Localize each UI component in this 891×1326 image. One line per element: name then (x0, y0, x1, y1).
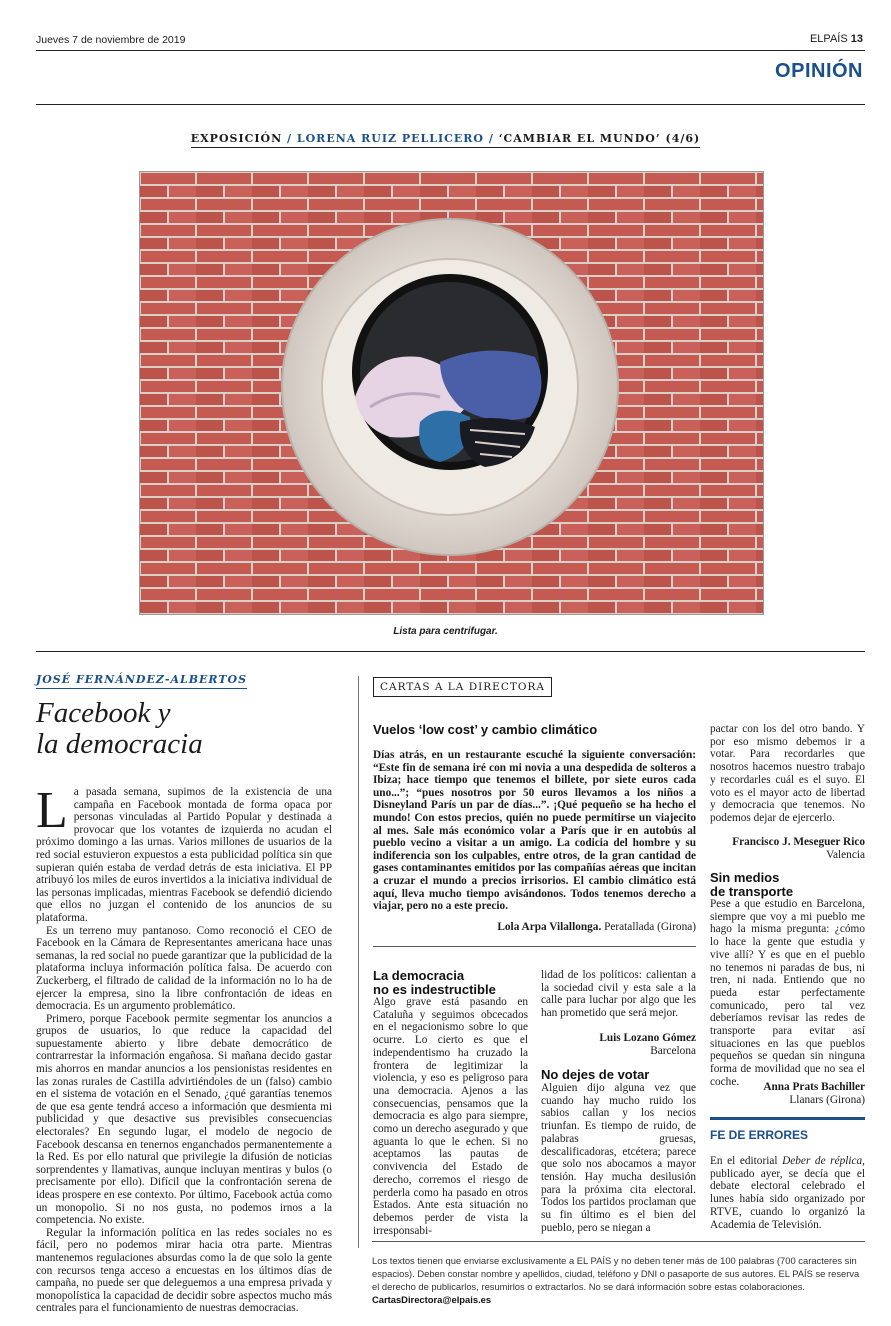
article-body (36, 782, 332, 1315)
letter-body-continued: lidad de los políticos: calientan a la sociedad civil y esta sale a la calle para luchar por algo que les han prometido que será mejor. (541, 969, 696, 1020)
letter-signature: Francisco J. Meseguer Rico Valencia (732, 836, 865, 861)
letters-email[interactable]: CartasDirectora@elpais.es (372, 1294, 492, 1305)
letter-title: Sin medios de transporte (710, 870, 794, 899)
article-paragraph: La pasada semana, supimos de la existencia de una campaña en Facebook montada de forma opaca por personas vinculadas al Partido Popular y destinada a provocar que los votantes de izquierda no acudan el próximo domingo a las urnas. Varios millones de usuarios de la red social estuvieron expuestos a esta publicidad política sin que supieran quién estaba de verdad detrás de esta iniciativa. El PP atribuyó los miles de euros invertidos a la iniciativa individual de las personas implicadas, mientras Facebook se defendió diciendo que ellos no juzgan el contenido de los anuncios de su plataforma. (36, 782, 332, 924)
errata-rule (710, 1117, 865, 1120)
article-paragraph: Regular la información política en las redes sociales no es fácil, pero no podemos mirar hacia otra parte. Mientras mantenemos regulaciones absurdas como la de que solo la gente con recursos tenga acceso a encuestas en los últimos días de campaña, no puede ser que deleguemos a una empresa privada y monopolística la capacidad de decidir sobre aspectos mucho más centrales para el funcionamiento de nuestras democracias. (36, 1226, 332, 1315)
exposition-artist: LORENA RUIZ PELLICERO (296, 132, 484, 145)
letter-divider (373, 946, 696, 947)
letter-body: Pese a que estudio en Barcelona, siempre que voy a mi pueblo me hago la misma pregunta: ¿cómo lo hace la gente que estudia y vive allí? Y es que en el pueblo no tenemos ni paradas de bus, ni tren, ni nada. Entiendo que no pueda estar perfectamente comunicado, pero tal vez deberíamos revisar las redes de transporte para evitar así situaciones en las que pueblos pequeños se quedan sin ninguna forma de movilidad que no sea el coche. (710, 898, 865, 1088)
page-number: 13 (850, 33, 863, 45)
errata-title: FE DE ERRORES (710, 1128, 809, 1142)
page-masthead (810, 33, 863, 45)
exposition-series: ‘CAMBIAR EL MUNDO’ (4/6) (498, 132, 701, 145)
letter-signature: Lola Arpa Vilallonga. Peratallada (Girona) (497, 921, 696, 933)
exhibition-photo (139, 171, 764, 615)
article-headline: Facebook y la democracia (36, 697, 203, 760)
errata-body: En el editorial Deber de réplica, publicado ayer, se decía que el debate electoral celebrado el lunes había sido organizado por RTVE, cuando lo organizó la Academia de Televisión. (710, 1155, 865, 1231)
header-rule (36, 50, 865, 51)
letter-body: Algo grave está pasando en Cataluña y seguimos obcecados en el negacionismo sobre lo que ocurre. Lo cierto es que el independentismo ha cruzado la frontera de legitimizar la violencia, y eso es peligroso para una democracia. Ajenos a las consecuencias, pensamos que la democracia es algo para siempre, como un derecho asegurado y que aguanta lo que le echen. Si no aceptamos las pautas de convivencia del Estado de derecho, corremos el riesgo de perderla como ha pasado en otros Estados. Ante esta situación no debemos perder de vista la irresponsabi- (373, 996, 528, 1237)
letters-footer-note: Los textos tienen que enviarse exclusivamente a EL PAÍS y no deben tener más de 100 palabras (700 caracteres sin espacios). Deben constar nombre y apellidos, ciudad, teléfono y DNI o pasaporte de sus autores. EL PAÍS se reserva el derecho de publicarlos, resumirlos o extractarlos. No se dará información sobre estas colaboraciones. CartasDirectora@elpais.es (372, 1255, 860, 1305)
photo-caption: Lista para centrifugar. (393, 626, 498, 637)
letters-section-label: CARTAS A LA DIRECTORA (373, 677, 552, 697)
letter-body-continued: pactar con los del otro bando. Y por eso mismo debemos ir a votar. Para recordarles que nosotros hacemos nuestro trabajo y recordarles cuál es el suyo. El voto es el mayor acto de libertad y democracia que tenemos. No podemos dejar de ejercerlo. (710, 723, 865, 824)
article-rule (36, 651, 865, 652)
exposition-label: EXPOSICIÓN (190, 132, 283, 145)
letter-body: Días atrás, en un restaurante escuché la siguiente conversación: “Este fin de semana iré con mi novia a una despedida de solteros a Ibiza; hace tiempo que tenemos el billete, por siete euros cada uno...”; “pues nosotros por 50 euros llevamos a los niños a Disneyland París un par de días...”. ¡Qué pequeño se ha hecho el mundo! Con estos precios, quién no puede permitirse un viajecito al mes. Sale más económico volar a París que ir en autobús al pueblo vecino a visitar a un amigo. La codicia del hombre y su indiferencia son los culpables, entre otros, de la gran cantidad de gases contaminantes emitidos por las compañías aéreas que incitan a cruzar el mundo a precios irrisorios. El cambio climático está aquí, lleva mucho tiempo avisándonos. Todos tenemos derecho a viajar, pero no a este precio. (373, 749, 696, 913)
article-paragraph: Es un terreno muy pantanoso. Como reconoció el CEO de Facebook en la Cámara de Representantes americana hace unas semanas, la red social no puede garantizar que la publicidad de la plataforma incluya información política falsa. De acuerdo con Zuckerberg, el filtrado de calidad de la información no lo ha de ejercer la empresa, sino la libre confrontación de ideas en democracia. Es un argumento problemático. (36, 924, 332, 1013)
article-author: JOSÉ FERNÁNDEZ-ALBERTOS (36, 673, 247, 689)
letter-title: No dejes de votar (541, 1067, 650, 1082)
section-title: OPINIÓN (775, 60, 863, 82)
exposition-credit: EXPOSICIÓN / LORENA RUIZ PELLICERO / ‘CAMBIAR EL MUNDO’ (4/6) (0, 132, 891, 145)
letter-signature: Luis Lozano Gómez Barcelona (599, 1032, 696, 1057)
paper-name: ELPAÍS (809, 33, 848, 45)
letter-title: Vuelos ‘low cost’ y cambio climático (373, 722, 598, 737)
article-paragraph: Primero, porque Facebook permite segmentar los anuncios a grupos de usuarios, lo que reduce la capacidad del supuestamente abierto y libre debate democrático de contrarrestar la información engañosa. Si mañana decido gastar mis ahorros en mandar anuncios a los pensionistas residentes en las zonas rurales de Castilla advirtiéndoles de un (falso) cambio en el sistema de votación en el Senado, ¿qué garantías tenemos de que esa gente tendrá acceso a información que desmienta mi publicidad y que desactive sus previsibles consecuencias electorales? En segundo lugar, el modelo de negocio de Facebook descansa en tenernos enganchados permanentemente a la Red. Es por ello natural que privilegie la difusión de noticias sorprendentes y llamativas, aunque incluyan mentiras y bulos (o precisamente por ello). Difícil que la confrontación serena de ideas prospere en ese contexto. Por último, Facebook actúa como un monopolio. Si no nos gusta, no podemos irnos a la competencia. No existe. (36, 1012, 332, 1227)
date-line: Jueves 7 de noviembre de 2019 (36, 34, 186, 46)
letter-signature: Anna Prats Bachiller Llanars (Girona) (763, 1081, 865, 1106)
dropcap: L (36, 782, 68, 839)
section-rule (36, 104, 865, 105)
footer-rule (372, 1241, 865, 1242)
letter-body: Alguien dijo alguna vez que cuando hay mucho ruido los sabios callan y los necios triunfan. Es tiempo de ruido, de palabras gruesas, descalificadoras, etcétera; parece que solo nos abocamos a mayor tensión. Hay mucha desilusión para la próxima cita electoral. Todos los partidos proclaman que su fin último es el bien del pueblo, pero se niegan a (541, 1082, 696, 1234)
letter-title: La democracia no es indestructible (373, 968, 496, 997)
column-divider (358, 676, 359, 1248)
